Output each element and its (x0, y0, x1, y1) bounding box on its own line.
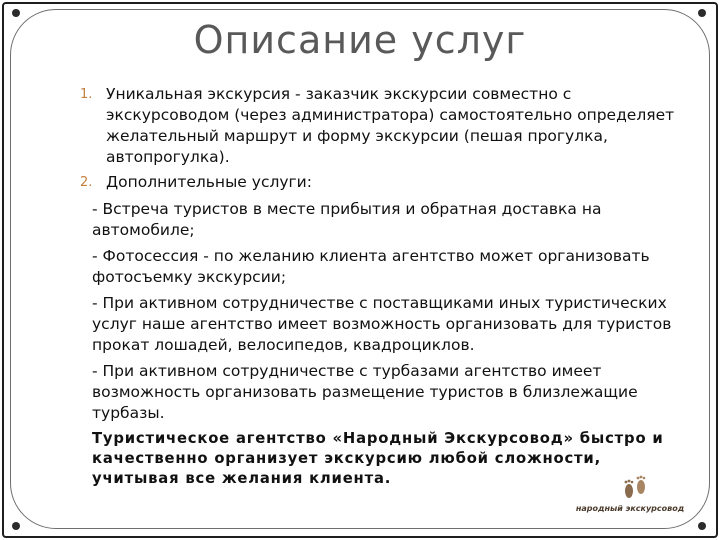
corner-dot (698, 522, 706, 530)
company-logo (568, 474, 692, 520)
list-item (80, 84, 690, 168)
footprints-icon (620, 474, 650, 502)
service-item: - Встреча туристов в месте прибытия и обратная доставка на автомобиле; (92, 200, 602, 239)
service-item: - При активном сотрудничестве с турбазами агентство имеет возможность организовать размещение туристов в близлежащие турбазы. (92, 362, 638, 422)
list-number: 1. (80, 87, 93, 102)
corner-dot (12, 9, 20, 17)
page-title: Описание услуг (193, 18, 527, 62)
corner-dot (12, 522, 20, 530)
closing-statement: Туристическое агентство «Народный Экскурсовод» быстро и качественно организует экскурсию любой сложности, учитывая все желания клиента. (92, 430, 664, 487)
list-item-text: Дополнительные услуги: (106, 173, 312, 191)
list-item-text: Уникальная экскурсия - заказчик экскурсии совместно с экскурсоводом (через администратора) самостоятельно определяет желательный маршрут и форму экскурсии (пешая прогулка, автопрогулка). (106, 85, 675, 166)
numbered-list (80, 84, 690, 197)
service-item: - Фотосессия - по желанию клиента агентство может организовать фотосъемку экскурсии; (92, 247, 650, 286)
service-item: - При активном сотрудничестве с поставщиками иных туристических услуг наше агентство имеет возможность организовать для туристов прокат лошадей, велосипедов, квадроциклов. (92, 294, 672, 354)
logo-text: народный экскурсовод (575, 504, 685, 513)
list-item (80, 172, 690, 193)
additional-services (92, 199, 692, 489)
list-number: 2. (80, 175, 93, 190)
corner-dot (698, 9, 706, 17)
